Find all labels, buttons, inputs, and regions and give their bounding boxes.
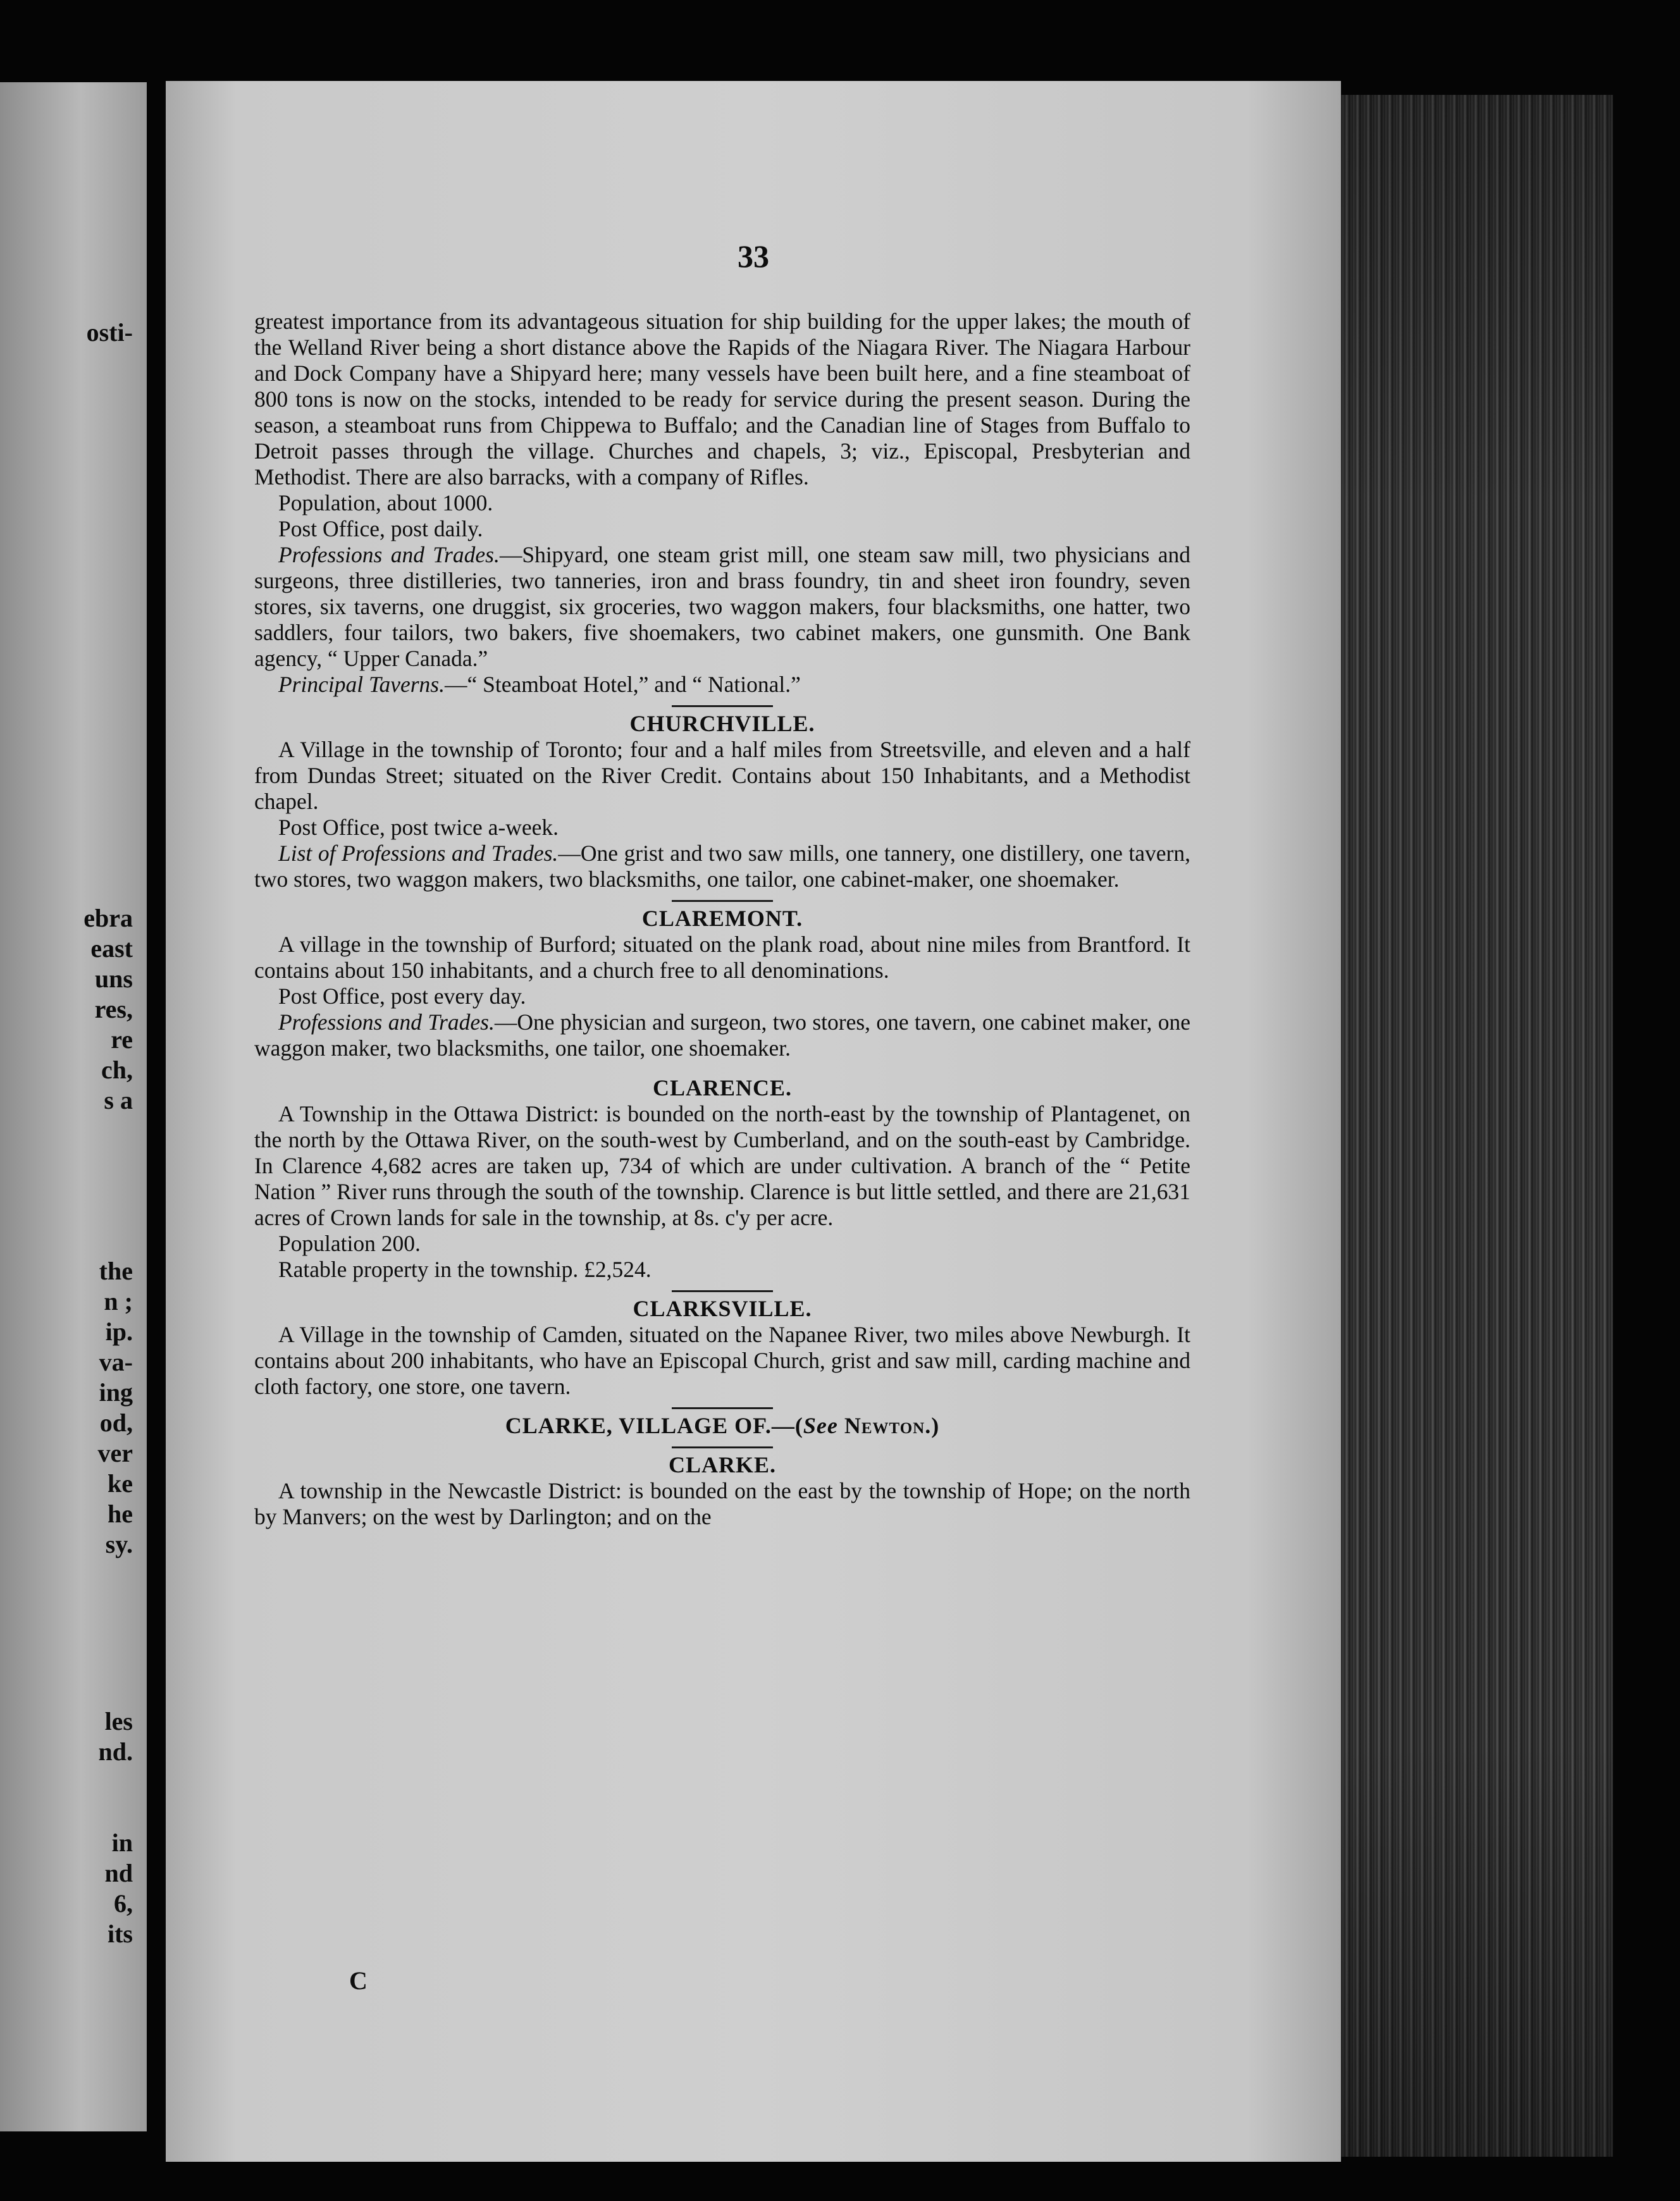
left-fragment: ch, xyxy=(101,1056,133,1084)
left-fragment: ebra xyxy=(83,904,133,932)
clarke-village-see: See xyxy=(803,1413,838,1438)
section-divider xyxy=(672,1446,773,1448)
clarke-village-close: ) xyxy=(931,1413,940,1438)
left-fragment: les xyxy=(104,1707,133,1736)
churchville-post-office: Post Office, post twice a-week. xyxy=(278,815,559,840)
clarksville-body: A Village in the township of Camden, situated on the Napanee River, two miles above Newburgh. It contains about 200 inhabitants, who have an Episcopal Church, grist and saw mill, carding machine and cloth factory, one store, one tavern. xyxy=(254,1322,1190,1399)
intro-trades xyxy=(254,542,1190,672)
heading-clarke-village xyxy=(254,1413,1190,1439)
clarke-village-main: CLARKE, VILLAGE OF.—( xyxy=(505,1413,803,1438)
left-fragment: east xyxy=(90,934,133,963)
heading-clarksville: CLARKSVILLE. xyxy=(633,1296,812,1321)
book-page xyxy=(166,81,1341,2162)
trades-text: —Shipyard, one steam grist mill, one steam saw mill, two physicians and surgeons, three distilleries, two tanneries, iron and brass foundry, tin and sheet iron foundry, seven stores, six taverns, one druggist, six groceries, two waggon makers, four blacksmiths, one hatter, two saddlers, four tailors, two bakers, five shoemakers, two cabinet makers, one gunsmith. One Bank agency, “ Upper Canada.” xyxy=(254,542,1190,671)
left-fragment: he xyxy=(108,1500,133,1528)
heading-claremont: CLAREMONT. xyxy=(641,906,803,931)
section-divider xyxy=(672,900,773,902)
taverns-text: —“ Steamboat Hotel,” and “ National.” xyxy=(444,672,801,697)
left-page-edge xyxy=(0,82,147,2131)
left-fragment: osti- xyxy=(86,318,133,347)
book-edge-shade xyxy=(1341,95,1613,2157)
left-fragment: nd xyxy=(104,1859,133,1887)
claremont-body: A village in the township of Burford; situated on the plank road, about nine miles from Brantford. It contains about 150 inhabitants, and a church free to all denominations. xyxy=(254,932,1190,983)
intro-post-office: Post Office, post daily. xyxy=(278,516,483,541)
churchville-trades xyxy=(254,841,1190,892)
trades-label: Professions and Trades. xyxy=(278,542,500,567)
left-fragment: in xyxy=(111,1828,133,1857)
left-fragment: nd. xyxy=(98,1737,133,1766)
claremont-trades xyxy=(254,1009,1190,1061)
left-fragment: ver xyxy=(97,1439,133,1467)
taverns-label: Principal Taverns. xyxy=(278,672,445,697)
claremont-post-office: Post Office, post every day. xyxy=(278,983,526,1009)
clarence-population: Population 200. xyxy=(278,1231,421,1256)
left-fragment: s a xyxy=(104,1086,133,1114)
heading-clarke: CLARKE. xyxy=(668,1452,777,1477)
left-fragment: re xyxy=(111,1025,133,1054)
churchville-body: A Village in the township of Toronto; four and a half miles from Streetsville, and eleven and a half from Dundas Street; situated on the River Credit. Contains about 150 Inhabitants, and a Methodist chapel. xyxy=(254,737,1190,814)
left-fragment: 6, xyxy=(114,1889,133,1918)
left-fragment: n ; xyxy=(104,1287,133,1316)
trades-label: List of Professions and Trades. xyxy=(278,841,559,866)
trades-text: —One physician and surgeon, two stores, one tavern, one cabinet maker, one waggon maker, two blacksmiths, one tailor, one shoemaker. xyxy=(254,1009,1190,1061)
page-content xyxy=(254,309,1190,1530)
left-fragment: ip. xyxy=(105,1317,133,1346)
left-fragment: its xyxy=(108,1920,133,1948)
section-divider xyxy=(672,1290,773,1292)
left-fragment: ing xyxy=(99,1378,133,1407)
intro-population: Population, about 1000. xyxy=(278,490,493,515)
clarke-village-newton: Newton. xyxy=(844,1413,932,1438)
heading-clarence: CLARENCE. xyxy=(652,1075,793,1100)
left-fragment: ke xyxy=(108,1469,133,1498)
section-divider xyxy=(672,705,773,707)
signature-mark: C xyxy=(349,1966,368,1995)
left-fragment: res, xyxy=(94,995,133,1023)
trades-label: Professions and Trades. xyxy=(278,1009,495,1035)
left-fragment: uns xyxy=(94,965,133,993)
clarke-body: A township in the Newcastle District: is bounded on the east by the township of Hope; on the north by Manvers; on the west by Darlington; and on the xyxy=(254,1478,1190,1529)
clarence-body: A Township in the Ottawa District: is bounded on the north-east by the township of Plantagenet, on the north by the Ottawa River, on the south-west by Cumberland, and on the south-east by Cambridge. In Clarence 4,682 acres are taken up, 734 of which are under cultivation. A branch of the “ Petite Nation ” River runs through the south of the township. Clarence is but little settled, and there are 21,631 acres of Crown lands for sale in the township, at 8s. c'y per acre. xyxy=(254,1101,1190,1230)
clarence-ratable: Ratable property in the township. £2,524. xyxy=(278,1257,652,1282)
left-fragment: va- xyxy=(99,1348,133,1376)
trades-text: —One grist and two saw mills, one tannery, one distillery, one tavern, two stores, two waggon makers, two blacksmiths, one tailor, one cabinet-maker, one shoemaker. xyxy=(254,841,1190,892)
heading-churchville: CHURCHVILLE. xyxy=(629,711,815,736)
intro-taverns xyxy=(254,672,1190,698)
section-divider xyxy=(672,1407,773,1409)
left-fragment: od, xyxy=(99,1409,133,1437)
left-fragment: the xyxy=(99,1257,133,1285)
left-fragment: sy. xyxy=(105,1530,133,1558)
page-number: 33 xyxy=(738,238,769,274)
intro-paragraph: greatest importance from its advantageous situation for ship building for the upper lakes; the mouth of the Welland River being a short distance above the Rapids of the Niagara River. The Niagara Harbour and Dock Company have a Shipyard here; many vessels have been built here, and a fine steamboat of 800 tons is now on the stocks, intended to be ready for service during the present season. During the season, a steamboat runs from Chippewa to Buffalo; and the Canadian line of Stages from Buffalo to Detroit passes through the village. Churches and chapels, 3; viz., Episcopal, Presbyterian and Methodist. There are also barracks, with a company of Rifles. xyxy=(254,309,1190,490)
